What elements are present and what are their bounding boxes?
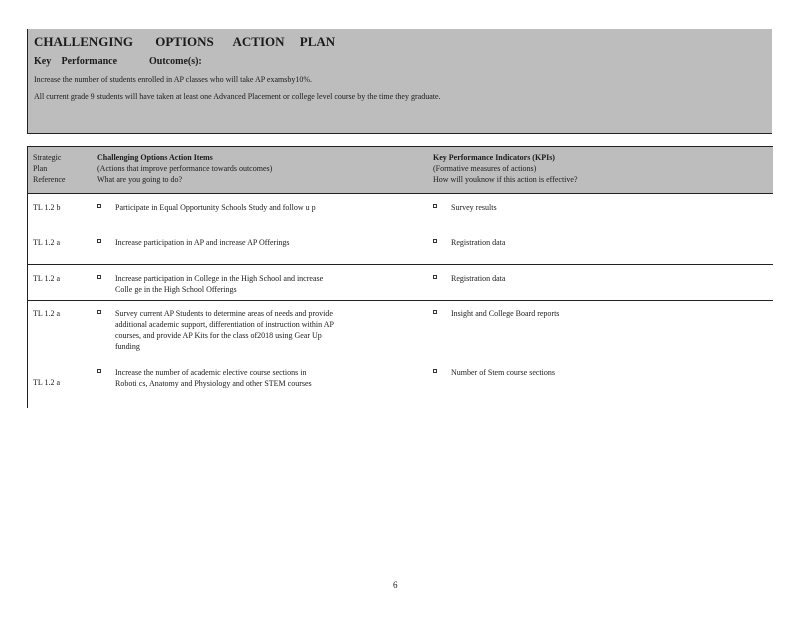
- header-strategic-plan-reference: Strategic Plan Reference: [33, 153, 66, 184]
- outcome-statement: Increase the number of students enrolled in AP classes who will take AP examsby10%.: [34, 75, 313, 84]
- bullet-icon: [97, 369, 101, 373]
- action-plan-table: [27, 146, 772, 408]
- bullet-icon: [433, 204, 437, 208]
- header-kpis-question: How will youknow if this action is effective?: [433, 175, 578, 184]
- bullet-icon: [97, 275, 101, 279]
- header-kpis-subtitle: (Formative measures of actions): [433, 164, 537, 173]
- row-kpi: Number of Stem course sections: [451, 368, 555, 377]
- header-action-items-question: What are you going to do?: [97, 175, 183, 184]
- header-action-items-subtitle: (Actions that improve performance towards outcomes): [97, 164, 273, 173]
- key-performance-outcomes-label: [34, 56, 202, 67]
- title-word: PLAN: [299, 34, 336, 49]
- bullet-icon: [433, 239, 437, 243]
- row-divider: [28, 264, 773, 265]
- bullet-icon: [433, 275, 437, 279]
- title-word: ACTION: [232, 34, 285, 49]
- row-action-item: Survey current AP Students to determine areas of needs and provide additional academic support, differentiation of instruction within AP courses, and provide AP Kits for the class of2018 using Gear Up funding: [115, 309, 334, 351]
- header-kpis-title: Key Performance Indicators (KPIs): [433, 153, 555, 162]
- row-action-item: Increase participation in College in the High School and increase Colle ge in the High School Offerings: [115, 274, 324, 294]
- bullet-icon: [433, 310, 437, 314]
- bullet-icon: [97, 310, 101, 314]
- row-action-item: Participate in Equal Opportunity Schools Study and follow u p: [115, 203, 316, 212]
- page-number: 6: [393, 580, 398, 590]
- document-title: [34, 34, 335, 50]
- row-kpi: Survey results: [451, 203, 497, 212]
- row-kpi: Registration data: [451, 238, 506, 247]
- bullet-icon: [433, 369, 437, 373]
- label-word: Performance: [61, 56, 118, 67]
- header-kpis: [433, 152, 578, 185]
- row-reference: TL 1.2 b: [33, 203, 61, 212]
- row-reference: TL 1.2 a: [33, 238, 61, 247]
- row-divider: [28, 300, 773, 301]
- bullet-icon: [97, 239, 101, 243]
- row-reference: TL 1.2 a: [33, 274, 61, 283]
- plan-header: [27, 29, 772, 134]
- row-reference: TL 1.2 a: [33, 309, 61, 318]
- header-action-items-title: Challenging Options Action Items: [97, 153, 213, 162]
- row-kpi: Insight and College Board reports: [451, 309, 560, 318]
- label-word: Key: [34, 56, 52, 67]
- row-reference: TL 1.2 a: [33, 378, 61, 387]
- bullet-icon: [97, 204, 101, 208]
- row-action-item: Increase the number of academic elective course sections in Roboti cs, Anatomy and Physiology and other STEM courses: [115, 368, 312, 388]
- row-action-item: Increase participation in AP and increase AP Offerings: [115, 238, 290, 247]
- header-action-items: [97, 152, 272, 185]
- outcome-statement: All current grade 9 students will have taken at least one Advanced Placement or college level course by the time they graduate.: [34, 92, 441, 101]
- table-header: [28, 146, 773, 194]
- title-word: OPTIONS: [155, 34, 214, 49]
- label-word: Outcome(s):: [149, 56, 202, 67]
- title-word: CHALLENGING: [34, 34, 133, 49]
- row-kpi: Registration data: [451, 274, 506, 283]
